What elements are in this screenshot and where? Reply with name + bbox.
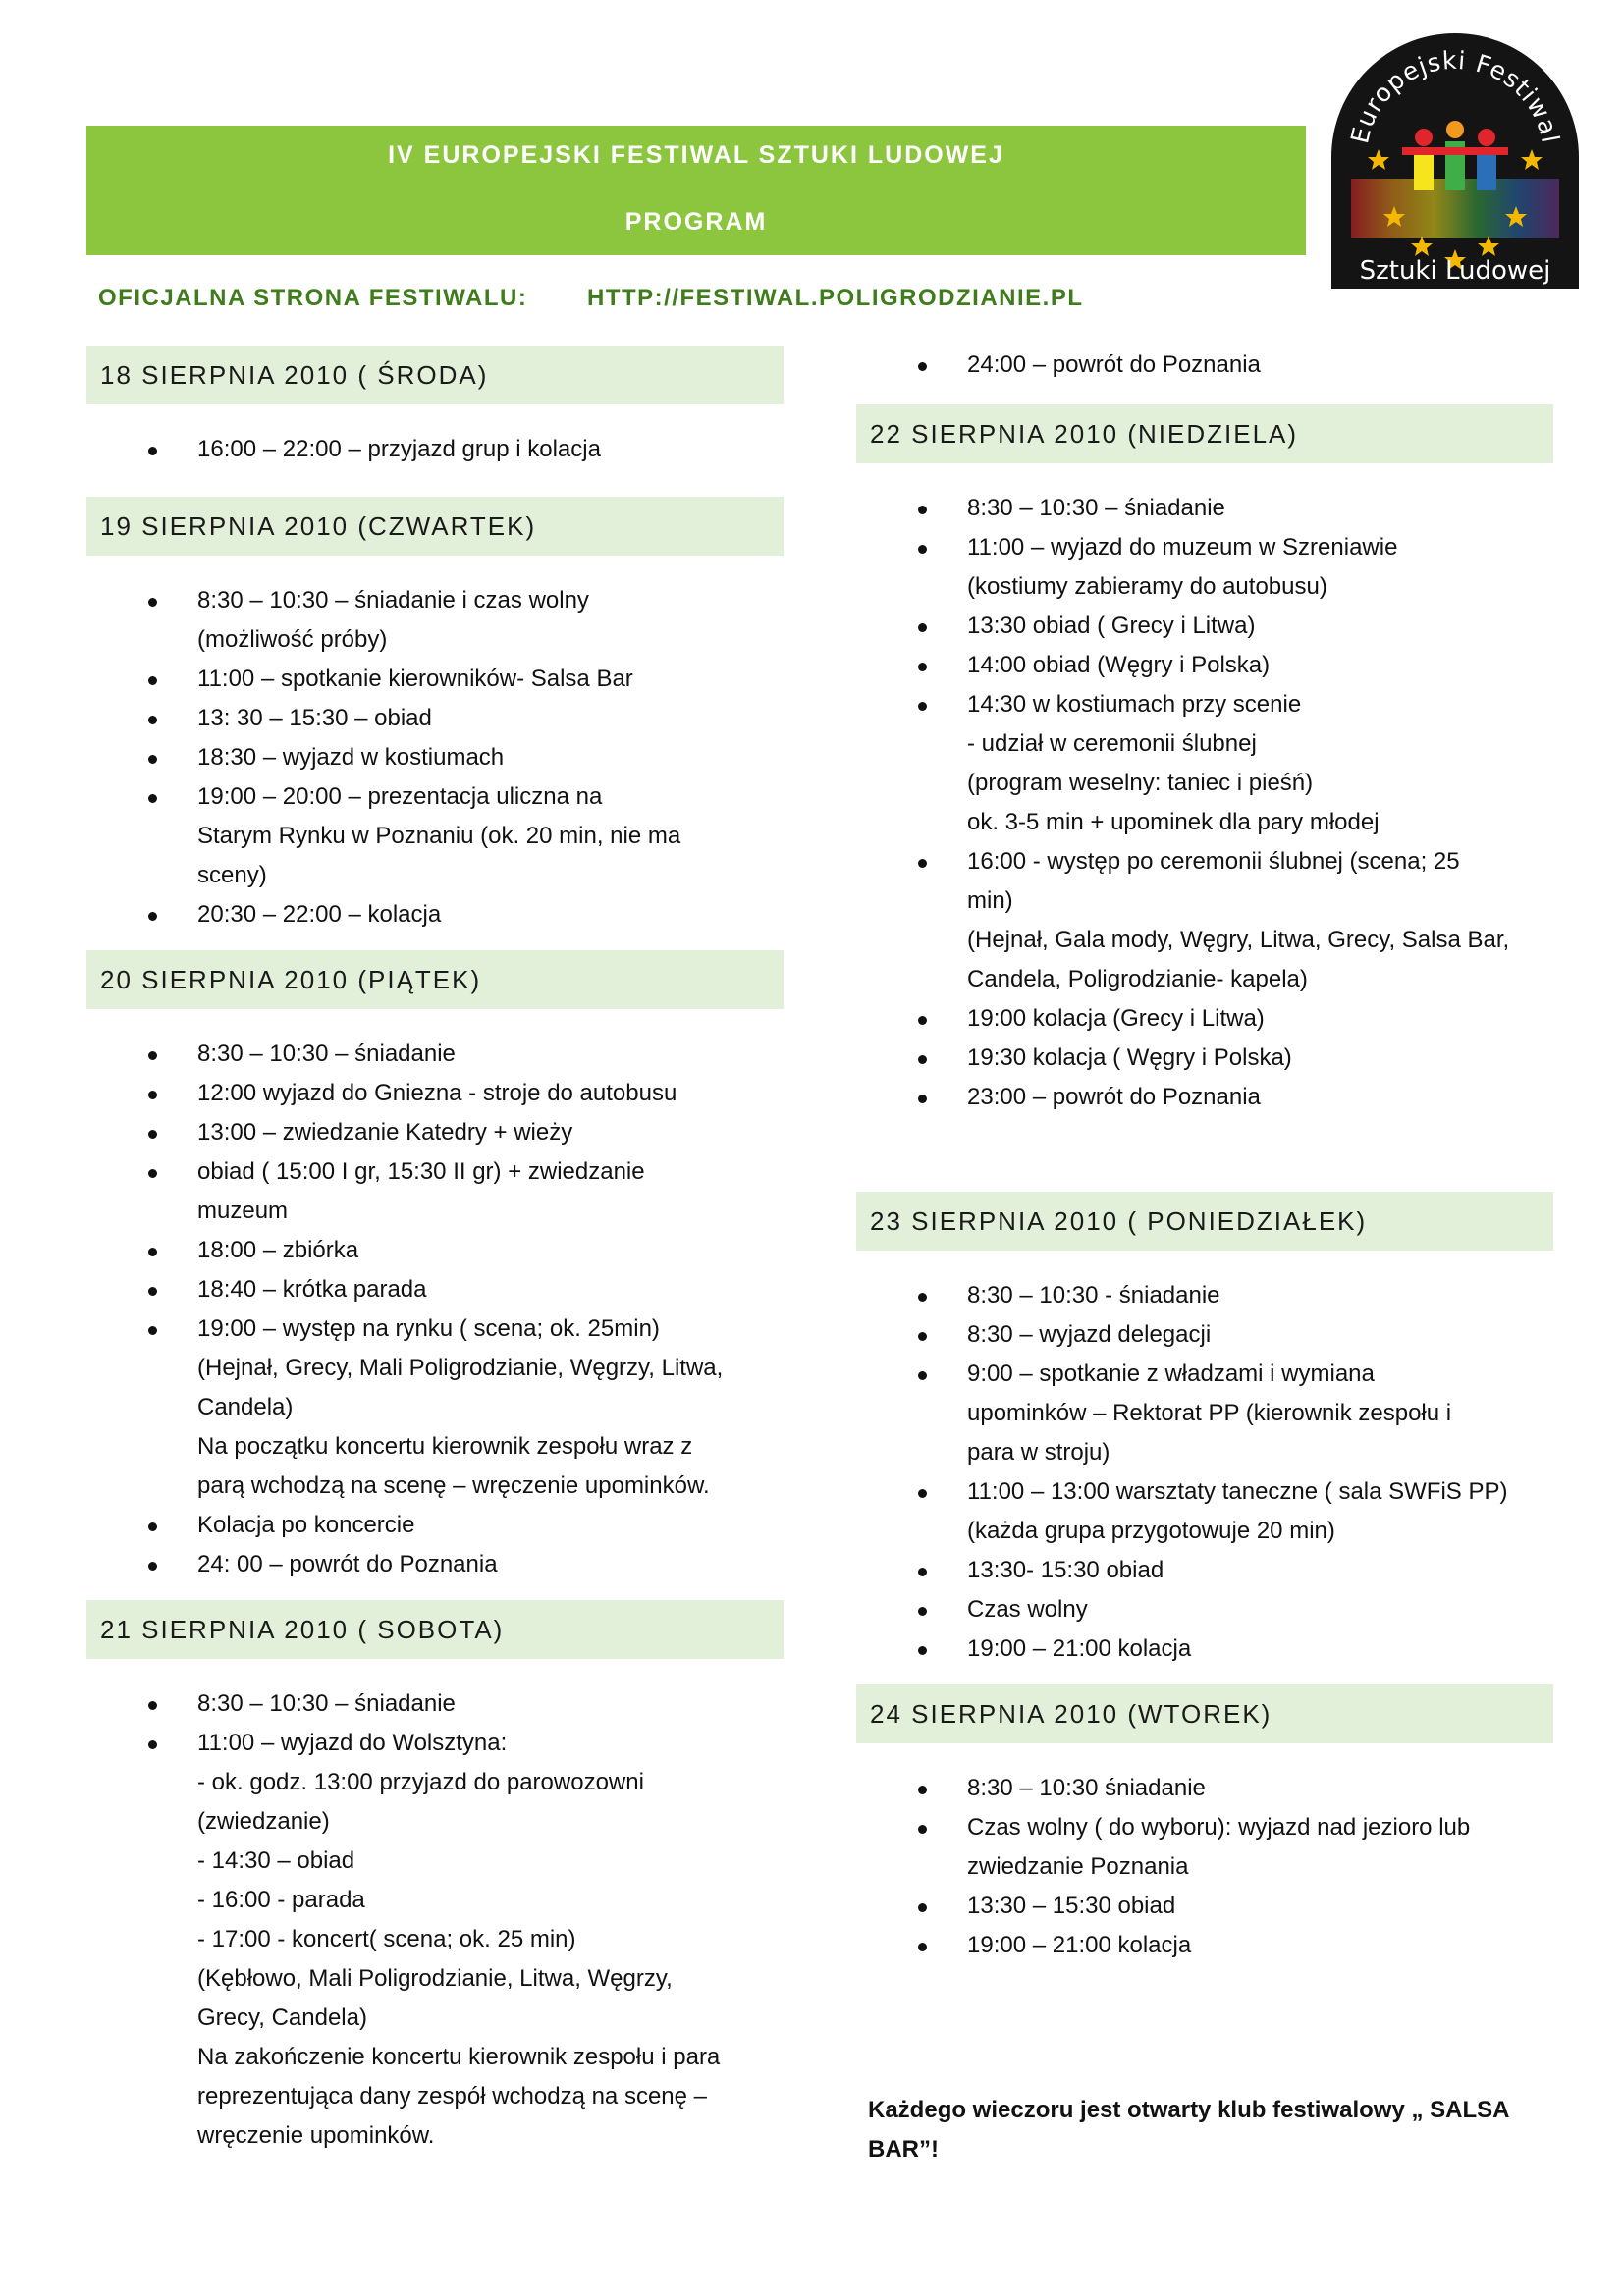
schedule-item-line: - 14:30 – obiad bbox=[197, 1847, 355, 1874]
bullet-icon bbox=[148, 1701, 157, 1710]
schedule-item-line: 18:40 – krótka parada bbox=[197, 1276, 427, 1303]
schedule-item-line: reprezentująca dany zespół wchodzą na scenę – bbox=[197, 2083, 707, 2109]
schedule-item-line: (Kębłowo, Mali Poligrodzianie, Litwa, Węgrzy, bbox=[197, 1965, 673, 1992]
bullet-icon bbox=[148, 716, 157, 724]
schedule-item-line: 8:30 – 10:30 śniadanie bbox=[967, 1775, 1206, 1801]
bullet-icon bbox=[148, 755, 157, 764]
bullet-icon bbox=[148, 1287, 157, 1296]
schedule-item-line: 19:00 – 20:00 – prezentacja uliczna na bbox=[197, 783, 603, 810]
bullet-icon bbox=[148, 1130, 157, 1139]
schedule-item bbox=[856, 1551, 1553, 1590]
schedule-item-line: Candela, Poligrodzianie- kapela) bbox=[967, 966, 1308, 992]
schedule-item bbox=[856, 842, 1553, 999]
bullet-icon bbox=[918, 1903, 927, 1912]
bullet-icon bbox=[918, 859, 927, 868]
schedule-item-line: 13:30 – 15:30 obiad bbox=[967, 1893, 1176, 1919]
schedule-item bbox=[86, 1545, 784, 1584]
logo-bottom-text: Sztuki Ludowej bbox=[1359, 256, 1551, 286]
schedule-item-line: - ok. godz. 13:00 przyjazd do parowozowni bbox=[197, 1769, 644, 1795]
schedule-item-line: ok. 3-5 min + upominek dla pary młodej bbox=[967, 809, 1380, 835]
salsa-bar-note-line: Każdego wieczoru jest otwarty klub festiwalowy „ SALSA bbox=[868, 2097, 1510, 2123]
day-list-21 bbox=[86, 1684, 784, 2156]
schedule-item-line: (Hejnał, Gala mody, Węgry, Litwa, Grecy, Salsa Bar, bbox=[967, 927, 1510, 953]
schedule-item-line: Grecy, Candela) bbox=[197, 2004, 367, 2031]
schedule-item bbox=[856, 685, 1553, 842]
schedule-item bbox=[856, 999, 1553, 1039]
schedule-item bbox=[86, 581, 784, 660]
bullet-icon bbox=[148, 676, 157, 685]
schedule-item bbox=[86, 430, 784, 469]
schedule-item-line: Na zakończenie koncertu kierownik zespołu i para bbox=[197, 2044, 721, 2070]
schedule-item bbox=[856, 1629, 1553, 1669]
schedule-item-line: (kostiumy zabieramy do autobusu) bbox=[967, 573, 1327, 600]
schedule-item bbox=[86, 1506, 784, 1545]
schedule-item-line: 23:00 – powrót do Poznania bbox=[967, 1084, 1261, 1110]
bullet-icon bbox=[918, 1607, 927, 1616]
schedule-item-line: (program weselny: taniec i pieśń) bbox=[967, 770, 1314, 796]
bullet-icon bbox=[148, 1091, 157, 1099]
schedule-item-line: 19:30 kolacja ( Węgry i Polska) bbox=[967, 1044, 1292, 1071]
schedule-item-line: Czas wolny ( do wyboru): wyjazd nad jezioro lub bbox=[967, 1814, 1471, 1841]
schedule-item-line: Na początku koncertu kierownik zespołu wraz z bbox=[197, 1433, 693, 1460]
schedule-item-line: (możliwość próby) bbox=[197, 626, 388, 653]
schedule-item bbox=[856, 646, 1553, 685]
schedule-item-line: parą wchodzą na scenę – wręczenie upominków. bbox=[197, 1472, 710, 1499]
schedule-item bbox=[86, 738, 784, 777]
schedule-item-line: muzeum bbox=[197, 1198, 289, 1224]
bullet-icon bbox=[918, 545, 927, 554]
dancers-icon bbox=[1402, 121, 1508, 190]
bullet-icon bbox=[918, 1095, 927, 1103]
festival-logo bbox=[1327, 31, 1583, 293]
bullet-icon bbox=[148, 1169, 157, 1178]
schedule-item-line: 18:30 – wyjazd w kostiumach bbox=[197, 744, 505, 771]
day-list-24 bbox=[856, 1769, 1553, 1965]
schedule-item-line: 8:30 – 10:30 – śniadanie bbox=[197, 1041, 456, 1067]
schedule-item bbox=[86, 699, 784, 738]
festival-title: IV EUROPEJSKI FESTIWAL SZTUKI LUDOWEJ bbox=[388, 141, 1004, 169]
bullet-icon bbox=[918, 506, 927, 514]
bullet-icon bbox=[918, 1293, 927, 1302]
bullet-icon bbox=[918, 1786, 927, 1794]
bullet-icon bbox=[148, 1740, 157, 1749]
schedule-item-line: 8:30 – 10:30 – śniadanie i czas wolny bbox=[197, 587, 589, 614]
day-list-18 bbox=[86, 430, 784, 469]
bullet-icon bbox=[148, 1248, 157, 1256]
schedule-item-line: 8:30 – 10:30 – śniadanie bbox=[197, 1690, 456, 1717]
day-list-19 bbox=[86, 581, 784, 934]
schedule-item bbox=[856, 1769, 1553, 1808]
schedule-item bbox=[86, 1309, 784, 1506]
left-column bbox=[86, 346, 784, 2156]
day-list-21-continued bbox=[856, 346, 1553, 385]
schedule-item-line: 16:00 – 22:00 – przyjazd grup i kolacja bbox=[197, 436, 601, 462]
schedule-item bbox=[856, 1887, 1553, 1926]
schedule-item bbox=[86, 1270, 784, 1309]
schedule-item bbox=[86, 1231, 784, 1270]
schedule-item bbox=[86, 777, 784, 895]
schedule-item-line: 19:00 kolacja (Grecy i Litwa) bbox=[967, 1005, 1265, 1032]
schedule-item-line: Starym Rynku w Poznaniu (ok. 20 min, nie ma bbox=[197, 823, 681, 849]
schedule-item-line: 8:30 – wyjazd delegacji bbox=[967, 1321, 1212, 1348]
schedule-item bbox=[856, 1039, 1553, 1078]
schedule-item bbox=[856, 1078, 1553, 1117]
schedule-item-line: Czas wolny bbox=[967, 1596, 1088, 1623]
schedule-item-line: 11:00 – wyjazd do Wolsztyna: bbox=[197, 1730, 508, 1756]
bullet-icon bbox=[148, 1562, 157, 1571]
schedule-item-line: min) bbox=[967, 887, 1013, 914]
bullet-icon bbox=[148, 447, 157, 455]
schedule-item-line: 18:00 – zbiórka bbox=[197, 1237, 359, 1263]
bullet-icon bbox=[918, 362, 927, 371]
bullet-icon bbox=[918, 663, 927, 671]
schedule-item-line: para w stroju) bbox=[967, 1439, 1110, 1466]
schedule-item-line: - 16:00 - parada bbox=[197, 1887, 365, 1913]
schedule-item-line: 19:00 – 21:00 kolacja bbox=[967, 1635, 1192, 1662]
schedule-item-line: 12:00 wyjazd do Gniezna - stroje do autobusu bbox=[197, 1080, 677, 1106]
schedule-item bbox=[856, 1276, 1553, 1315]
schedule-item-line: 11:00 – wyjazd do muzeum w Szreniawie bbox=[967, 534, 1398, 561]
schedule-item-line: 11:00 – spotkanie kierowników- Salsa Bar bbox=[197, 666, 633, 692]
bullet-icon bbox=[918, 1568, 927, 1576]
schedule-item bbox=[856, 607, 1553, 646]
schedule-item bbox=[86, 1035, 784, 1074]
schedule-item bbox=[856, 1315, 1553, 1355]
schedule-item bbox=[856, 528, 1553, 607]
day-heading-20: 20 SIERPNIA 2010 (PIĄTEK) bbox=[86, 950, 784, 1009]
bullet-icon bbox=[918, 1943, 927, 1951]
day-heading-19: 19 SIERPNIA 2010 (CZWARTEK) bbox=[86, 497, 784, 556]
bullet-icon bbox=[148, 1051, 157, 1060]
bullet-icon bbox=[918, 1825, 927, 1834]
schedule-item-line: 14:00 obiad (Węgry i Polska) bbox=[967, 652, 1271, 678]
schedule-item-line: 8:30 – 10:30 - śniadanie bbox=[967, 1282, 1220, 1308]
schedule-item bbox=[86, 1113, 784, 1152]
schedule-item bbox=[856, 1926, 1553, 1965]
schedule-item-line: 13:30- 15:30 obiad bbox=[967, 1557, 1164, 1583]
header-banner bbox=[86, 126, 1306, 255]
schedule-item bbox=[856, 346, 1553, 385]
day-list-23 bbox=[856, 1276, 1553, 1669]
bullet-icon bbox=[148, 912, 157, 921]
day-heading-21: 21 SIERPNIA 2010 ( SOBOTA) bbox=[86, 1600, 784, 1659]
bullet-icon bbox=[148, 1326, 157, 1335]
schedule-item bbox=[86, 1074, 784, 1113]
schedule-item bbox=[856, 1590, 1553, 1629]
bullet-icon bbox=[148, 598, 157, 607]
schedule-item bbox=[856, 1472, 1553, 1551]
schedule-item-line: (zwiedzanie) bbox=[197, 1808, 330, 1835]
right-column bbox=[856, 346, 1553, 1965]
official-site-url[interactable]: HTTP://FESTIWAL.POLIGRODZIANIE.PL bbox=[587, 285, 1084, 311]
schedule-item-line: - udział w ceremonii ślubnej bbox=[967, 730, 1257, 757]
day-list-22 bbox=[856, 489, 1553, 1117]
schedule-item bbox=[856, 489, 1553, 528]
schedule-item-line: 13: 30 – 15:30 – obiad bbox=[197, 705, 432, 731]
schedule-item-line: upominków – Rektorat PP (kierownik zespołu i bbox=[967, 1400, 1452, 1426]
schedule-item-line: zwiedzanie Poznania bbox=[967, 1853, 1189, 1880]
bullet-icon bbox=[918, 1332, 927, 1341]
schedule-item-line: 16:00 - występ po ceremonii ślubnej (scena; 25 bbox=[967, 848, 1460, 875]
schedule-item bbox=[86, 1152, 784, 1231]
schedule-item-line: Candela) bbox=[197, 1394, 294, 1420]
schedule-item-line: 19:00 – 21:00 kolacja bbox=[967, 1932, 1192, 1958]
schedule-item-line: 11:00 – 13:00 warsztaty taneczne ( sala SWFiS PP) bbox=[967, 1478, 1508, 1505]
schedule-item bbox=[86, 1684, 784, 1724]
schedule-item-line: 19:00 – występ na rynku ( scena; ok. 25min) bbox=[197, 1315, 660, 1342]
schedule-item-line: 13:30 obiad ( Grecy i Litwa) bbox=[967, 613, 1256, 639]
schedule-item-line: Kolacja po koncercie bbox=[197, 1512, 415, 1538]
day-heading-24: 24 SIERPNIA 2010 (WTOREK) bbox=[856, 1684, 1553, 1743]
schedule-item-line: 20:30 – 22:00 – kolacja bbox=[197, 901, 442, 928]
schedule-item-line: wręczenie upominków. bbox=[197, 2122, 435, 2149]
schedule-item-line: 14:30 w kostiumach przy scenie bbox=[967, 691, 1302, 718]
schedule-item-line: - 17:00 - koncert( scena; ok. 25 min) bbox=[197, 1926, 576, 1952]
schedule-item bbox=[856, 1808, 1553, 1887]
schedule-item-line: (Hejnał, Grecy, Mali Poligrodzianie, Węgrzy, Litwa, bbox=[197, 1355, 724, 1381]
bullet-icon bbox=[918, 1371, 927, 1380]
schedule-item bbox=[86, 895, 784, 934]
bullet-icon bbox=[148, 794, 157, 803]
logo-top-text: Europejski Festiwal bbox=[1345, 45, 1565, 146]
schedule-item-line: 8:30 – 10:30 – śniadanie bbox=[967, 495, 1225, 521]
day-heading-22: 22 SIERPNIA 2010 (NIEDZIELA) bbox=[856, 404, 1553, 463]
schedule-item-line: 9:00 – spotkanie z władzami i wymiana bbox=[967, 1361, 1375, 1387]
program-title: PROGRAM bbox=[624, 208, 768, 236]
schedule-item-line: 24:00 – powrót do Poznania bbox=[967, 351, 1261, 378]
schedule-item-line: (każda grupa przygotowuje 20 min) bbox=[967, 1518, 1335, 1544]
bullet-icon bbox=[918, 1489, 927, 1498]
bullet-icon bbox=[148, 1522, 157, 1531]
bullet-icon bbox=[918, 1016, 927, 1025]
bullet-icon bbox=[918, 623, 927, 632]
day-heading-23: 23 SIERPNIA 2010 ( PONIEDZIAŁEK) bbox=[856, 1192, 1553, 1251]
bullet-icon bbox=[918, 1646, 927, 1655]
schedule-item bbox=[86, 1724, 784, 2156]
salsa-bar-note bbox=[868, 2091, 1555, 2169]
schedule-item-line: sceny) bbox=[197, 862, 267, 888]
schedule-item-line: 13:00 – zwiedzanie Katedry + wieży bbox=[197, 1119, 573, 1146]
day-heading-18: 18 SIERPNIA 2010 ( ŚRODA) bbox=[86, 346, 784, 404]
schedule-item bbox=[86, 660, 784, 699]
schedule-item-line: 24: 00 – powrót do Poznania bbox=[197, 1551, 498, 1577]
bullet-icon bbox=[918, 1055, 927, 1064]
official-site-label: OFICJALNA STRONA FESTIWALU: bbox=[98, 285, 528, 311]
schedule-item bbox=[856, 1355, 1553, 1472]
bullet-icon bbox=[918, 702, 927, 711]
schedule-item-line: obiad ( 15:00 I gr, 15:30 II gr) + zwiedzanie bbox=[197, 1158, 645, 1185]
day-list-20 bbox=[86, 1035, 784, 1584]
salsa-bar-note-line: BAR”! bbox=[868, 2136, 939, 2163]
